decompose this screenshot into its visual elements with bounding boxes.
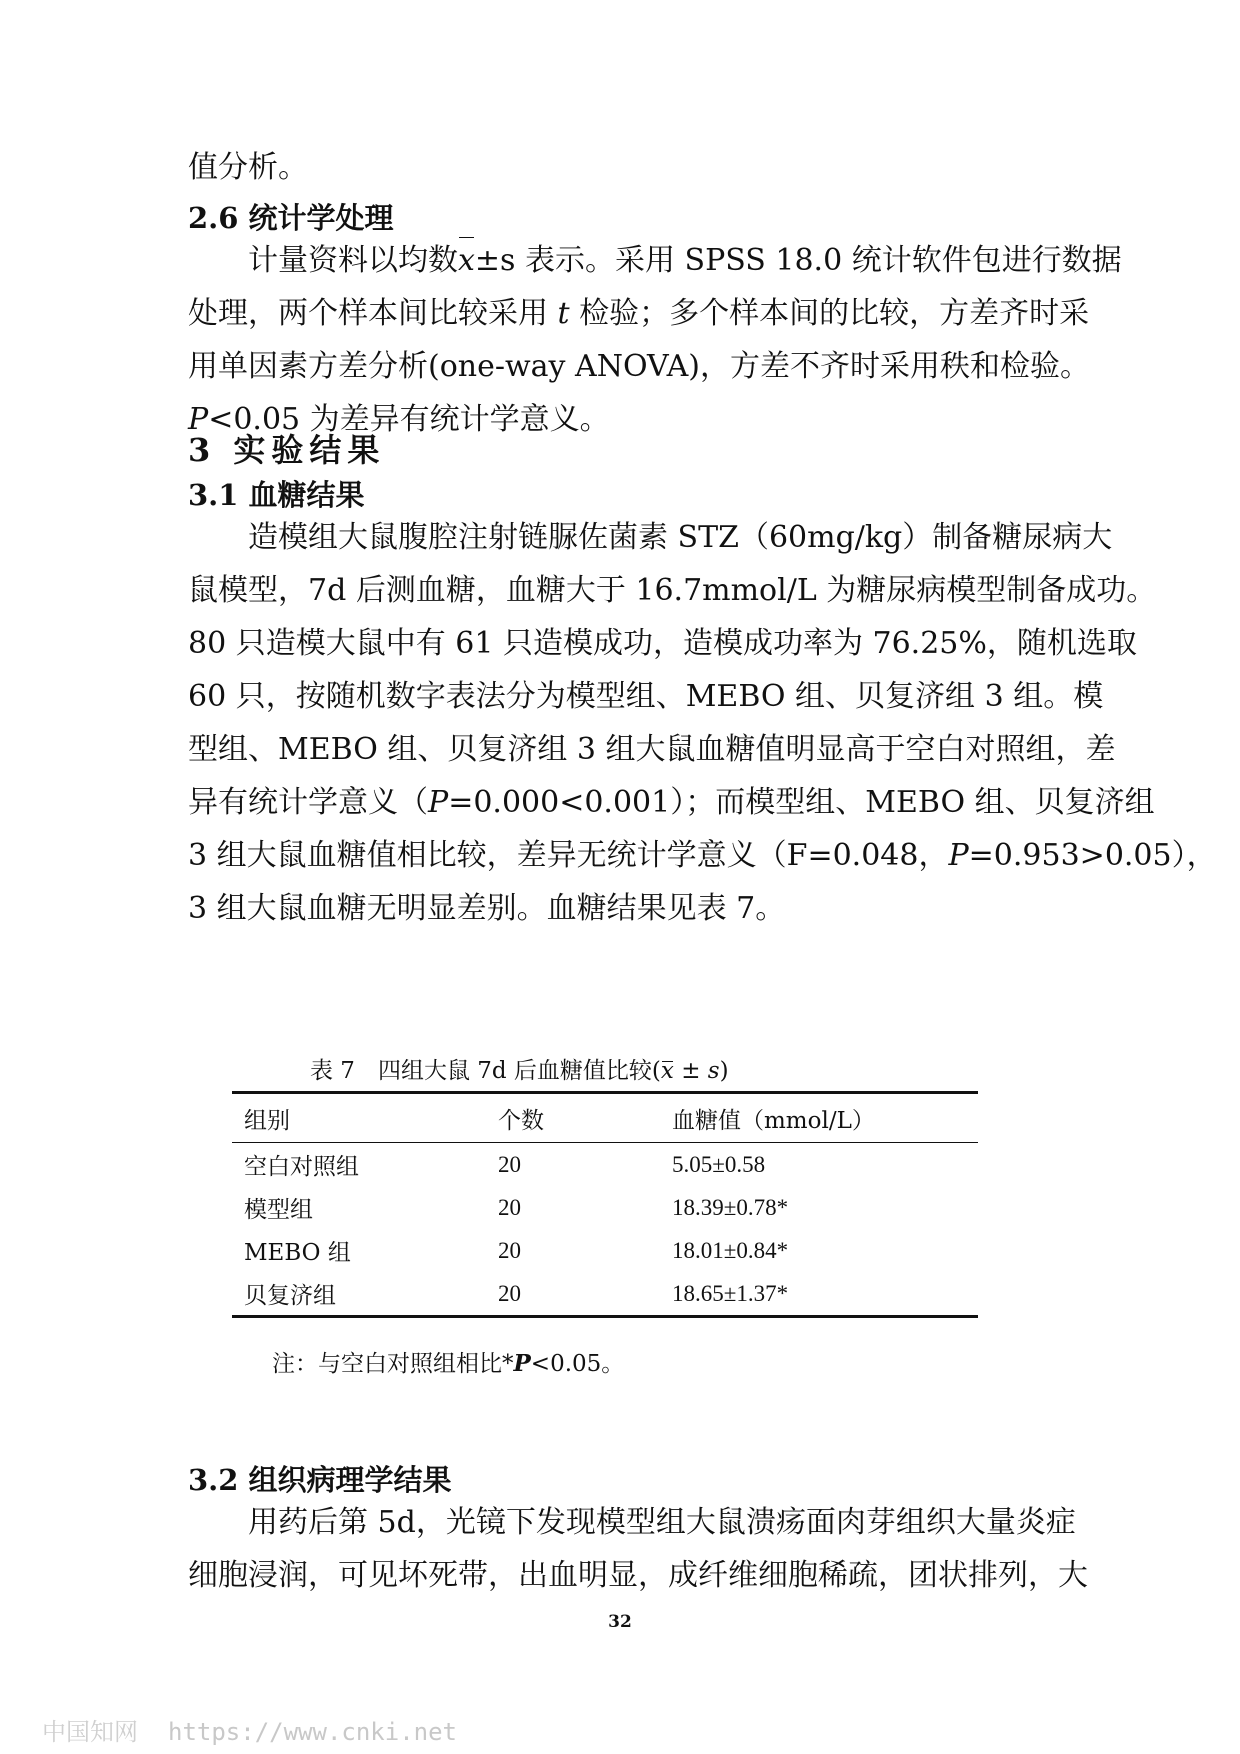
cell-group: 贝复济组: [244, 1283, 336, 1309]
text-line: 造模组大鼠腹腔注射链脲佐菌素 STZ（60mg/kg）制备糖尿病大: [248, 520, 1113, 555]
cell-count: 20: [498, 1280, 521, 1306]
text-line: 鼠模型，7d 后测血糖，血糖大于 16.7mmol/L 为糖尿病模型制备成功。: [188, 573, 1157, 608]
table-row: [232, 1272, 978, 1317]
cnki-watermark: [42, 1712, 457, 1747]
cell-glucose: 5.05±0.58: [672, 1151, 766, 1177]
blood-glucose-table: [232, 1091, 978, 1318]
cell-glucose: 18.65±1.37*: [672, 1280, 789, 1306]
mean-symbol: x: [660, 1058, 674, 1084]
table-row: [232, 1186, 978, 1229]
text-line: 型组、MEBO 组、贝复济组 3 组大鼠血糖值明显高于空白对照组，差: [188, 732, 1116, 767]
section-heading-3-2: 3.2 组织病理学结果: [188, 1463, 452, 1497]
text-line: 用单因素方差分析(one-way ANOVA)，方差不齐时采用秩和检验。: [188, 349, 1091, 384]
section-heading-3-1: 3.1 血糖结果: [188, 478, 365, 512]
text-line: P<0.05 为差异有统计学意义。: [188, 402, 610, 437]
text-line: 值分析。: [188, 150, 308, 185]
text-line: 异有统计学意义（P=0.000<0.001）；而模型组、MEBO 组、贝复济组: [188, 785, 1155, 820]
paragraph-blood-glucose: [188, 511, 1217, 935]
cell-count: 20: [498, 1194, 521, 1220]
table-header-row: [232, 1093, 978, 1143]
text-line: 80 只造模大鼠中有 61 只造模成功，造模成功率为 76.25%，随机选取: [188, 626, 1137, 661]
column-header-group: 组别: [244, 1107, 290, 1134]
text-line: 计量资料以均数x±s 表示。采用 SPSS 18.0 统计软件包进行数据: [188, 234, 1060, 287]
table-row: [232, 1229, 978, 1272]
text-line: 60 只，按随机数字表法分为模型组、MEBO 组、贝复济组 3 组。模: [188, 679, 1104, 714]
text-line: 用药后第 5d，光镜下发现模型组大鼠溃疡面肉芽组织大量炎症: [248, 1505, 1076, 1540]
table-note: 注：与空白对照组相比*P<0.05。: [272, 1350, 625, 1377]
column-header-count: 个数: [498, 1107, 544, 1134]
cell-count: 20: [498, 1151, 521, 1177]
section-heading-3: 3 实验结果: [188, 431, 386, 469]
page-number: 32: [608, 1612, 632, 1632]
text-line: 3 组大鼠血糖值相比较，差异无统计学意义（F=0.048，P=0.953>0.05），: [188, 838, 1217, 873]
section-heading-2-6: 2.6 统计学处理: [188, 201, 394, 235]
table-row: [232, 1143, 978, 1187]
table-caption: 表 7 四组大鼠 7d 后血糖值比较(x ± s): [310, 1058, 729, 1084]
paragraph-histopathology: [188, 1496, 1088, 1602]
text-line: 细胞浸润，可见坏死带，出血明显，成纤维细胞稀疏，团状排列，大: [188, 1558, 1088, 1593]
paragraph-statistics: [188, 234, 1122, 446]
cell-group: 模型组: [244, 1197, 313, 1223]
cell-count: 20: [498, 1237, 521, 1263]
column-header-glucose: 血糖值（mmol/L）: [672, 1107, 875, 1134]
paragraph-intro: [188, 141, 1060, 194]
watermark-brand: 中国知网: [42, 1718, 138, 1746]
cell-glucose: 18.39±0.78*: [672, 1194, 789, 1220]
text-line: 处理，两个样本间比较采用 t 检验；多个样本间的比较，方差齐时采: [188, 296, 1090, 331]
text-line: 3 组大鼠血糖无明显差别。血糖结果见表 7。: [188, 891, 786, 926]
cell-group: MEBO 组: [244, 1240, 351, 1266]
mean-symbol: x: [458, 234, 475, 287]
watermark-url: https://www.cnki.net: [168, 1718, 457, 1746]
cell-glucose: 18.01±0.84*: [672, 1237, 789, 1263]
cell-group: 空白对照组: [244, 1154, 359, 1180]
